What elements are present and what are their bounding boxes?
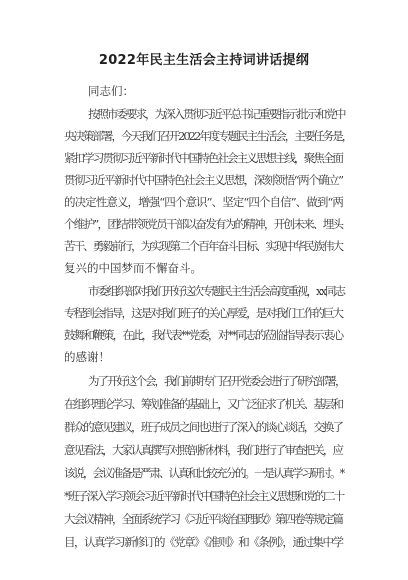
paragraph-1-line: 央决策部署，今天我们召开2022年度专题民主生活会，主要任务是， bbox=[64, 129, 352, 143]
paragraph-3-line: 为了开好这个会，我们前期专门召开党委会进行了研究部署， bbox=[88, 374, 345, 388]
paragraph-1-line: 贯彻习近平新时代中国特色社会主义思想，深刻领悟“两个确立” bbox=[64, 173, 343, 187]
paragraph-3-line: 群众的意见建议，班子成员之间也进行了深入的谈心谈话，交换了 bbox=[64, 420, 343, 434]
salutation: 同志们： bbox=[88, 84, 134, 98]
paragraph-3-line: *班子深入学习领会习近平新时代中国特色社会主义思想和党的二十 bbox=[64, 489, 344, 503]
paragraph-2-line: 鼓舞和鞭策，在此，我代表**党委，对**同志的莅临指导表示衷心 bbox=[64, 328, 343, 342]
paragraph-3-line: 目，认真学习新修订的《党章》《准则》和《条例》，通过集中学 bbox=[64, 535, 343, 549]
document-title: 2022年民主生活会主持词讲话提纲 bbox=[98, 53, 310, 68]
paragraph-1-line: 苦干、勇毅前行，为实现第二个百年奋斗目标、实现中华民族伟大 bbox=[64, 239, 343, 253]
paragraph-3-line: 大会议精神，全面系统学习《习近平谈治国理政》第四卷等规定篇 bbox=[64, 512, 343, 526]
paragraph-2-line: 市委组织部对我们开好这次专题民主生活会高度重视，xx同志 bbox=[88, 284, 344, 298]
paragraph-1-line: 的决定性意义，增强“四个意识”、坚定“四个自信”、做到“两 bbox=[64, 195, 344, 209]
paragraph-1-line: 个维护”，团结带领党员干部以奋发有为的精神，开创未来、埋头 bbox=[64, 217, 343, 231]
paragraph-3-line: 在组织理论学习、筹划准备的基础上，又广泛征求了机关、基层和 bbox=[64, 397, 343, 411]
paragraph-2-line: 的感谢！ bbox=[64, 350, 110, 364]
paragraph-1-line: 紧扣学习贯彻习近平新时代中国特色社会主义思想主线，聚焦全面 bbox=[64, 151, 343, 165]
paragraph-2-line: 专程到会指导，这是对我们班子的关心厚爱，是对我们工作的巨大 bbox=[64, 306, 343, 320]
paragraph-3-line: 该说，会议准备是严肃、认真和比较充分的。一是认真学习研讨。* bbox=[64, 466, 344, 480]
paragraph-3-line: 意见看法，大家认真撰写对照剖析材料，我们进行了审查把关，应 bbox=[64, 443, 343, 457]
paragraph-1-line: 复兴的中国梦而不懈奋斗。 bbox=[64, 261, 202, 275]
paragraph-1-line: 按照市委要求，为深入贯彻习近平总书记重要指示批示和党中 bbox=[88, 107, 345, 121]
